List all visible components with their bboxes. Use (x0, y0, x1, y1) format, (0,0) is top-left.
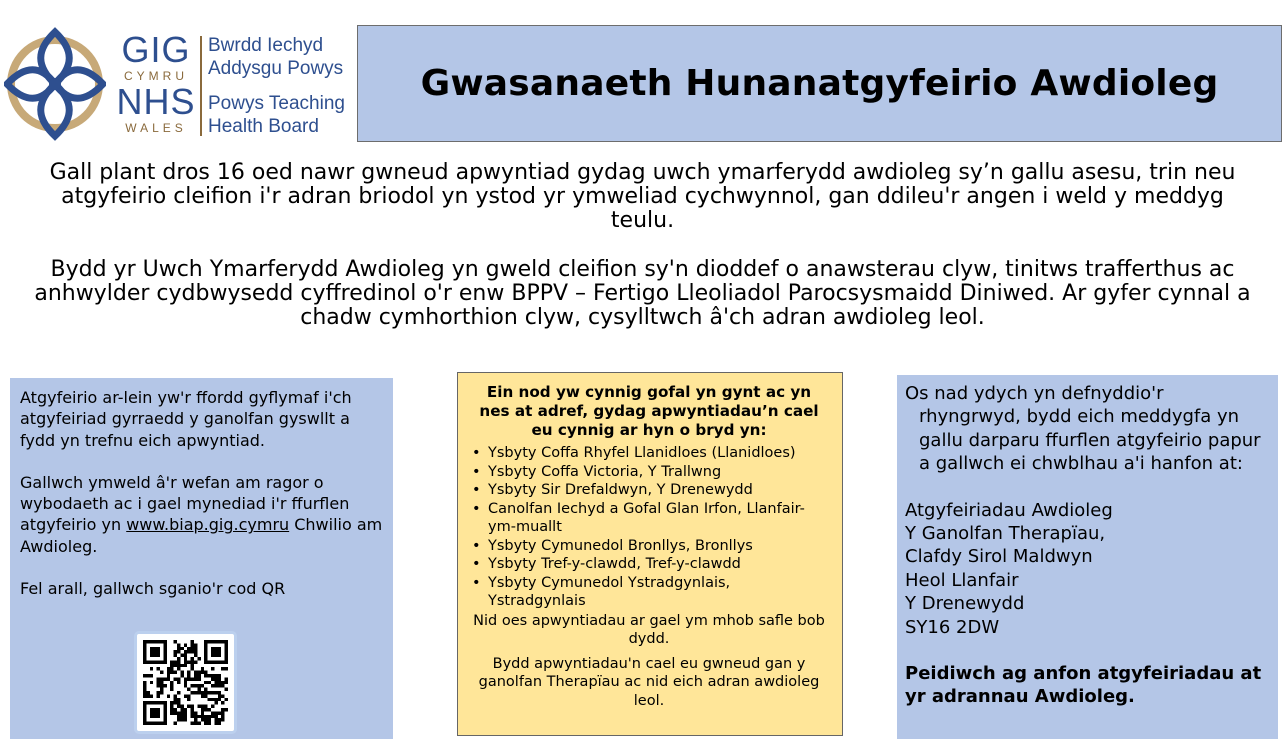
logo-wales-text: WALES (125, 121, 187, 135)
address-line: SY16 2DW (905, 616, 1000, 638)
title-banner (357, 25, 1282, 142)
online-referral-text: Atgyfeirio ar-lein yw'r ffordd gyflymaf i'ch atgyfeiriad gyrraedd y ganolfan gyswllt a fydd yn trefnu eich apwyntiad. (20, 388, 352, 450)
address-line: Y Ganolfan Therapïau, (905, 523, 1106, 545)
list-item: • Ysbyty Tref-y-clawdd, Tref-y-clawdd (470, 555, 828, 574)
booking-note: Bydd apwyntiadau'n cael eu gwneud gan y ganolfan Therapïau ac nid eich adran awdioleg leol. (478, 655, 820, 709)
list-item: • Ysbyty Cymunedol Ystradgynlais, Ystradgynlais (470, 574, 828, 611)
qr-code-icon (143, 640, 228, 725)
address-line: Heol Llanfair (905, 569, 1019, 591)
address-line: Atgyfeiriadau Awdioleg (905, 499, 1113, 521)
locations-list (470, 444, 828, 611)
page-title: Gwasanaeth Hunanatgyfeirio Awdioleg (420, 63, 1219, 104)
logo-divider (200, 36, 202, 136)
logo-board-names (208, 34, 345, 138)
intro-paragraph-2: Bydd yr Uwch Ymarferydd Awdioleg yn gweld cleifion sy'n dioddef o anawsterau clyw, tinitws trafferthus ac anhwylder cydbwysedd cyffredinol o'r enw BPPV – Fertigo Lleoliadol Parocsysmaidd Diniwed. Ar gyfer cynnal a chadw cymhorthion clyw, cysylltwch â'ch adran awdioleg leol. (34, 257, 1251, 330)
website-info-after: Chwilio am Awdioleg. (20, 515, 383, 556)
paper-referral-text: Os nad ydych yn defnyddio'r rhyngrwyd, bydd eich meddygfa yn gallu darparu ffurflen atgyfeirio papur a gallwch ei chwblhau a'i hanfon at: (905, 383, 1261, 475)
website-link[interactable]: www.biap.gig.cymru (126, 515, 290, 535)
logo-nhs-text: NHS (116, 81, 196, 122)
locations-panel (457, 372, 843, 736)
logo-name-en-2: Health Board (208, 116, 319, 137)
celtic-knot-icon (4, 22, 106, 146)
list-item: • Ysbyty Sir Drefaldwyn, Y Drenewydd (470, 481, 828, 500)
availability-note: Nid oes apwyntiadau ar gael ym mhob safle bob dydd. (473, 612, 825, 647)
warning-text: Peidiwch ag anfon atgyfeiriadau at yr adrannau Awdioleg. (905, 663, 1262, 708)
logo-name-cy-1: Bwrdd Iechyd (208, 35, 324, 56)
logo-gig-nhs (116, 29, 196, 142)
list-item: • Canolfan Iechyd a Gofal Glan Irfon, Llanfair-ym-muallt (470, 500, 828, 537)
list-item: • Ysbyty Coffa Victoria, Y Trallwng (470, 463, 828, 482)
logo-name-en-1: Powys Teaching (208, 93, 345, 114)
online-referral-panel (10, 378, 393, 739)
website-info-text (20, 472, 383, 557)
website-info-before: Gallwch ymweld â'r wefan am ragor o wybodaeth ac i gael mynediad i'r ffurflen atgyfeirio yn (20, 472, 350, 535)
qr-instruction-text: Fel arall, gallwch sganio'r cod QR (20, 579, 286, 599)
health-board-logo (4, 22, 354, 146)
list-item: • Ysbyty Coffa Rhyfel Llanidloes (Llanidloes) (470, 444, 828, 463)
paper-referral-panel (897, 375, 1278, 739)
logo-cymru-text: CYMRU (124, 69, 188, 83)
address-line: Clafdy Sirol Maldwyn (905, 546, 1093, 568)
intro-paragraph-1: Gall plant dros 16 oed nawr gwneud apwyntiad gydag uwch ymarferydd awdioleg sy’n gallu asesu, trin neu atgyfeirio cleifion i'r adran briodol yn ystod yr ymweliad cychwynnol, gan ddileu'r angen i weld y meddyg teulu. (49, 160, 1236, 233)
address-line: Y Drenewydd (905, 593, 1025, 615)
list-item: • Ysbyty Cymunedol Bronllys, Bronllys (470, 537, 828, 556)
locations-heading: Ein nod yw cynnig gofal yn gynt ac yn nes at adref, gydag apwyntiadau’n cael eu cynnig ar hyn o bryd yn: (479, 383, 819, 439)
logo-name-cy-2: Addysgu Powys (208, 58, 344, 79)
qr-code[interactable] (134, 631, 237, 734)
logo-gig-text: GIG (121, 29, 191, 70)
postal-address (905, 499, 1270, 639)
